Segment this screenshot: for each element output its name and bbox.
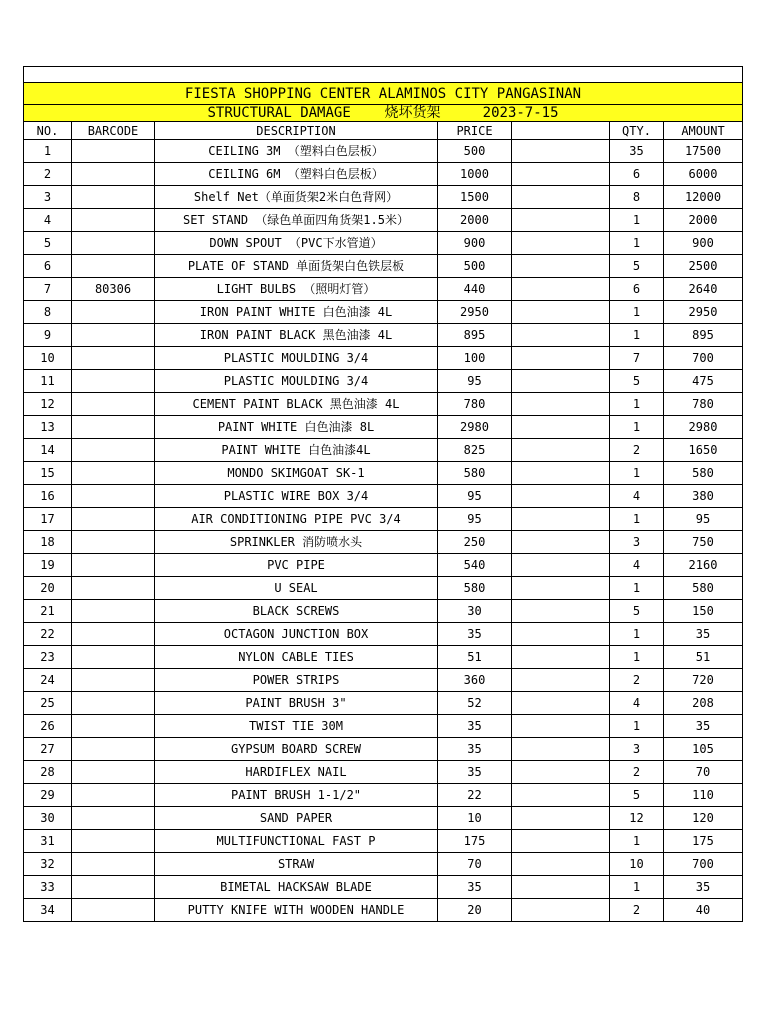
cell-barcode [72, 899, 155, 922]
cell-qty: 6 [610, 163, 664, 186]
cell-amount: 2500 [664, 255, 743, 278]
table-row [24, 347, 743, 370]
damage-report-table [23, 66, 743, 922]
cell-no: 34 [24, 899, 72, 922]
cell-no: 12 [24, 393, 72, 416]
cell-description: PUTTY KNIFE WITH WOODEN HANDLE [155, 899, 438, 922]
cell-barcode [72, 623, 155, 646]
cell-amount: 6000 [664, 163, 743, 186]
cell-qty: 1 [610, 393, 664, 416]
cell-barcode [72, 830, 155, 853]
cell-barcode [72, 439, 155, 462]
cell-qty: 4 [610, 554, 664, 577]
cell-price: 35 [438, 761, 512, 784]
cell-price: 95 [438, 370, 512, 393]
cell-description: HARDIFLEX NAIL [155, 761, 438, 784]
cell-description: CEILING 3M （塑料白色层板） [155, 140, 438, 163]
cell-amount: 17500 [664, 140, 743, 163]
cell-barcode [72, 324, 155, 347]
header-qty: QTY. [610, 122, 664, 140]
cell-blank [512, 646, 610, 669]
cell-barcode [72, 370, 155, 393]
table-row [24, 278, 743, 301]
cell-no: 1 [24, 140, 72, 163]
cell-blank [512, 347, 610, 370]
cell-description: PVC PIPE [155, 554, 438, 577]
table-row [24, 669, 743, 692]
cell-price: 580 [438, 462, 512, 485]
cell-no: 7 [24, 278, 72, 301]
cell-qty: 4 [610, 485, 664, 508]
cell-barcode [72, 577, 155, 600]
cell-description: STRAW [155, 853, 438, 876]
cell-price: 2000 [438, 209, 512, 232]
cell-amount: 2160 [664, 554, 743, 577]
cell-price: 825 [438, 439, 512, 462]
cell-qty: 1 [610, 209, 664, 232]
cell-no: 16 [24, 485, 72, 508]
cell-qty: 1 [610, 301, 664, 324]
cell-qty: 5 [610, 784, 664, 807]
cell-amount: 35 [664, 623, 743, 646]
cell-price: 2950 [438, 301, 512, 324]
cell-description: PAINT WHITE 白色油漆 8L [155, 416, 438, 439]
cell-barcode [72, 853, 155, 876]
cell-price: 500 [438, 255, 512, 278]
cell-qty: 12 [610, 807, 664, 830]
cell-no: 19 [24, 554, 72, 577]
cell-description: PLATE OF STAND 单面货架白色铁层板 [155, 255, 438, 278]
cell-description: SPRINKLER 消防喷水头 [155, 531, 438, 554]
cell-description: PAINT WHITE 白色油漆4L [155, 439, 438, 462]
table-row [24, 209, 743, 232]
table-row [24, 577, 743, 600]
subtitle-label: STRUCTURAL DAMAGE [207, 105, 351, 121]
cell-qty: 1 [610, 508, 664, 531]
cell-qty: 2 [610, 669, 664, 692]
table-row [24, 531, 743, 554]
cell-no: 33 [24, 876, 72, 899]
table-row [24, 485, 743, 508]
cell-amount: 208 [664, 692, 743, 715]
cell-amount: 105 [664, 738, 743, 761]
cell-no: 17 [24, 508, 72, 531]
table-row [24, 439, 743, 462]
cell-qty: 1 [610, 715, 664, 738]
cell-qty: 1 [610, 232, 664, 255]
cell-amount: 2000 [664, 209, 743, 232]
cell-no: 4 [24, 209, 72, 232]
cell-description: OCTAGON JUNCTION BOX [155, 623, 438, 646]
cell-price: 70 [438, 853, 512, 876]
cell-price: 1000 [438, 163, 512, 186]
cell-description: TWIST TIE 30M [155, 715, 438, 738]
cell-amount: 35 [664, 715, 743, 738]
cell-barcode [72, 163, 155, 186]
table-row [24, 876, 743, 899]
cell-barcode [72, 784, 155, 807]
cell-amount: 40 [664, 899, 743, 922]
cell-no: 31 [24, 830, 72, 853]
cell-amount: 900 [664, 232, 743, 255]
table-row [24, 140, 743, 163]
blank-top-row [24, 67, 743, 83]
report-date: 2023-7-15 [482, 105, 559, 121]
cell-description: POWER STRIPS [155, 669, 438, 692]
cell-price: 10 [438, 807, 512, 830]
cell-qty: 1 [610, 324, 664, 347]
cell-barcode [72, 761, 155, 784]
table-row [24, 738, 743, 761]
cell-price: 500 [438, 140, 512, 163]
cell-qty: 5 [610, 255, 664, 278]
cell-no: 15 [24, 462, 72, 485]
table-row [24, 508, 743, 531]
cell-price: 22 [438, 784, 512, 807]
cell-blank [512, 232, 610, 255]
cell-price: 20 [438, 899, 512, 922]
cell-description: BLACK SCREWS [155, 600, 438, 623]
cell-blank [512, 738, 610, 761]
cell-blank [512, 324, 610, 347]
cell-amount: 780 [664, 393, 743, 416]
cell-qty: 1 [610, 876, 664, 899]
cell-blank [512, 531, 610, 554]
cell-qty: 35 [610, 140, 664, 163]
cell-qty: 6 [610, 278, 664, 301]
cell-blank [512, 370, 610, 393]
cell-price: 35 [438, 715, 512, 738]
cell-barcode [72, 600, 155, 623]
cell-price: 95 [438, 485, 512, 508]
cell-blank [512, 807, 610, 830]
cell-blank [512, 876, 610, 899]
cell-no: 30 [24, 807, 72, 830]
cell-no: 14 [24, 439, 72, 462]
cell-description: Shelf Net（单面货架2米白色背网） [155, 186, 438, 209]
cell-no: 25 [24, 692, 72, 715]
cell-blank [512, 439, 610, 462]
cell-amount: 380 [664, 485, 743, 508]
cell-amount: 120 [664, 807, 743, 830]
cell-no: 29 [24, 784, 72, 807]
table-row [24, 623, 743, 646]
cell-blank [512, 692, 610, 715]
header-amount: AMOUNT [664, 122, 743, 140]
cell-description: U SEAL [155, 577, 438, 600]
header-no: NO. [24, 122, 72, 140]
cell-blank [512, 462, 610, 485]
cell-barcode [72, 715, 155, 738]
cell-amount: 12000 [664, 186, 743, 209]
cell-no: 3 [24, 186, 72, 209]
cell-no: 28 [24, 761, 72, 784]
table-row [24, 462, 743, 485]
cell-barcode [72, 347, 155, 370]
cell-price: 780 [438, 393, 512, 416]
cell-barcode [72, 738, 155, 761]
cell-barcode [72, 508, 155, 531]
cell-description: LIGHT BULBS （照明灯管） [155, 278, 438, 301]
cell-qty: 1 [610, 416, 664, 439]
cell-no: 32 [24, 853, 72, 876]
cell-amount: 475 [664, 370, 743, 393]
cell-description: SET STAND （绿色单面四角货架1.5米） [155, 209, 438, 232]
table-row [24, 393, 743, 416]
cell-no: 9 [24, 324, 72, 347]
cell-amount: 110 [664, 784, 743, 807]
cell-price: 1500 [438, 186, 512, 209]
cell-amount: 720 [664, 669, 743, 692]
subtitle-chinese: 烧坏货架 [384, 105, 441, 121]
cell-barcode [72, 646, 155, 669]
cell-amount: 35 [664, 876, 743, 899]
cell-description: CEMENT PAINT BLACK 黑色油漆 4L [155, 393, 438, 416]
cell-description: IRON PAINT BLACK 黑色油漆 4L [155, 324, 438, 347]
table-row [24, 830, 743, 853]
cell-no: 23 [24, 646, 72, 669]
cell-blank [512, 186, 610, 209]
cell-blank [512, 209, 610, 232]
table-row [24, 232, 743, 255]
cell-amount: 150 [664, 600, 743, 623]
cell-barcode [72, 232, 155, 255]
table-row [24, 301, 743, 324]
cell-qty: 1 [610, 462, 664, 485]
table-row [24, 370, 743, 393]
cell-description: MONDO SKIMGOAT SK-1 [155, 462, 438, 485]
cell-qty: 3 [610, 738, 664, 761]
cell-qty: 4 [610, 692, 664, 715]
cell-description: SAND PAPER [155, 807, 438, 830]
cell-no: 24 [24, 669, 72, 692]
table-row [24, 324, 743, 347]
report-title: FIESTA SHOPPING CENTER ALAMINOS CITY PANGASINAN [24, 83, 743, 105]
cell-amount: 95 [664, 508, 743, 531]
cell-barcode [72, 692, 155, 715]
cell-qty: 7 [610, 347, 664, 370]
cell-no: 6 [24, 255, 72, 278]
blank-top-cell [24, 67, 743, 83]
cell-blank [512, 830, 610, 853]
header-blank [512, 122, 610, 140]
cell-amount: 2950 [664, 301, 743, 324]
cell-blank [512, 853, 610, 876]
cell-no: 20 [24, 577, 72, 600]
cell-price: 175 [438, 830, 512, 853]
cell-amount: 51 [664, 646, 743, 669]
cell-qty: 10 [610, 853, 664, 876]
cell-no: 18 [24, 531, 72, 554]
cell-qty: 1 [610, 830, 664, 853]
cell-blank [512, 669, 610, 692]
cell-barcode [72, 876, 155, 899]
cell-amount: 70 [664, 761, 743, 784]
cell-no: 2 [24, 163, 72, 186]
cell-barcode [72, 531, 155, 554]
cell-price: 2980 [438, 416, 512, 439]
header-row [24, 122, 743, 140]
cell-barcode [72, 301, 155, 324]
table-row [24, 715, 743, 738]
cell-barcode [72, 416, 155, 439]
cell-amount: 580 [664, 577, 743, 600]
report-subtitle [24, 105, 743, 122]
cell-price: 895 [438, 324, 512, 347]
cell-description: PLASTIC MOULDING 3/4 [155, 370, 438, 393]
cell-blank [512, 255, 610, 278]
cell-description: IRON PAINT WHITE 白色油漆 4L [155, 301, 438, 324]
table-row [24, 416, 743, 439]
cell-blank [512, 416, 610, 439]
cell-price: 30 [438, 600, 512, 623]
cell-price: 100 [438, 347, 512, 370]
cell-description: CEILING 6M （塑料白色层板） [155, 163, 438, 186]
cell-price: 35 [438, 623, 512, 646]
cell-barcode [72, 140, 155, 163]
cell-blank [512, 301, 610, 324]
cell-barcode [72, 209, 155, 232]
cell-amount: 700 [664, 347, 743, 370]
cell-description: NYLON CABLE TIES [155, 646, 438, 669]
cell-blank [512, 715, 610, 738]
table-row [24, 186, 743, 209]
cell-no: 5 [24, 232, 72, 255]
cell-amount: 1650 [664, 439, 743, 462]
cell-description: PLASTIC MOULDING 3/4 [155, 347, 438, 370]
cell-barcode [72, 554, 155, 577]
cell-price: 95 [438, 508, 512, 531]
table-row [24, 899, 743, 922]
cell-price: 900 [438, 232, 512, 255]
table-row [24, 600, 743, 623]
cell-blank [512, 163, 610, 186]
cell-no: 26 [24, 715, 72, 738]
cell-qty: 1 [610, 623, 664, 646]
cell-barcode [72, 669, 155, 692]
cell-blank [512, 899, 610, 922]
cell-blank [512, 554, 610, 577]
cell-qty: 2 [610, 899, 664, 922]
cell-barcode [72, 393, 155, 416]
cell-description: PLASTIC WIRE BOX 3/4 [155, 485, 438, 508]
cell-qty: 2 [610, 439, 664, 462]
cell-blank [512, 623, 610, 646]
table-row [24, 853, 743, 876]
cell-description: MULTIFUNCTIONAL FAST P [155, 830, 438, 853]
cell-barcode: 80306 [72, 278, 155, 301]
table-row [24, 554, 743, 577]
subtitle-row [24, 105, 743, 122]
cell-price: 51 [438, 646, 512, 669]
cell-no: 21 [24, 600, 72, 623]
cell-price: 440 [438, 278, 512, 301]
cell-description: BIMETAL HACKSAW BLADE [155, 876, 438, 899]
cell-description: DOWN SPOUT （PVC下水管道） [155, 232, 438, 255]
cell-blank [512, 508, 610, 531]
cell-no: 11 [24, 370, 72, 393]
cell-amount: 750 [664, 531, 743, 554]
cell-blank [512, 577, 610, 600]
header-barcode: BARCODE [72, 122, 155, 140]
cell-price: 360 [438, 669, 512, 692]
cell-qty: 5 [610, 370, 664, 393]
header-price: PRICE [438, 122, 512, 140]
cell-qty: 3 [610, 531, 664, 554]
table-row [24, 255, 743, 278]
cell-description: PAINT BRUSH 3" [155, 692, 438, 715]
table-row [24, 163, 743, 186]
cell-no: 10 [24, 347, 72, 370]
cell-description: GYPSUM BOARD SCREW [155, 738, 438, 761]
table-row [24, 646, 743, 669]
cell-barcode [72, 485, 155, 508]
cell-qty: 1 [610, 577, 664, 600]
cell-blank [512, 140, 610, 163]
cell-description: PAINT BRUSH 1-1/2" [155, 784, 438, 807]
table-row [24, 807, 743, 830]
cell-price: 250 [438, 531, 512, 554]
cell-no: 13 [24, 416, 72, 439]
cell-no: 27 [24, 738, 72, 761]
cell-barcode [72, 462, 155, 485]
cell-no: 8 [24, 301, 72, 324]
cell-price: 35 [438, 876, 512, 899]
cell-description: AIR CONDITIONING PIPE PVC 3/4 [155, 508, 438, 531]
cell-qty: 8 [610, 186, 664, 209]
cell-blank [512, 485, 610, 508]
cell-barcode [72, 255, 155, 278]
cell-amount: 700 [664, 853, 743, 876]
cell-price: 35 [438, 738, 512, 761]
table-row [24, 761, 743, 784]
cell-qty: 1 [610, 646, 664, 669]
cell-qty: 2 [610, 761, 664, 784]
cell-qty: 5 [610, 600, 664, 623]
cell-blank [512, 784, 610, 807]
cell-price: 580 [438, 577, 512, 600]
table-row [24, 692, 743, 715]
cell-blank [512, 278, 610, 301]
cell-amount: 175 [664, 830, 743, 853]
cell-blank [512, 761, 610, 784]
cell-price: 540 [438, 554, 512, 577]
cell-amount: 2980 [664, 416, 743, 439]
cell-price: 52 [438, 692, 512, 715]
title-row [24, 83, 743, 105]
cell-amount: 580 [664, 462, 743, 485]
table-row [24, 784, 743, 807]
cell-blank [512, 600, 610, 623]
cell-barcode [72, 186, 155, 209]
cell-amount: 2640 [664, 278, 743, 301]
cell-blank [512, 393, 610, 416]
header-description: DESCRIPTION [155, 122, 438, 140]
cell-amount: 895 [664, 324, 743, 347]
cell-barcode [72, 807, 155, 830]
cell-no: 22 [24, 623, 72, 646]
